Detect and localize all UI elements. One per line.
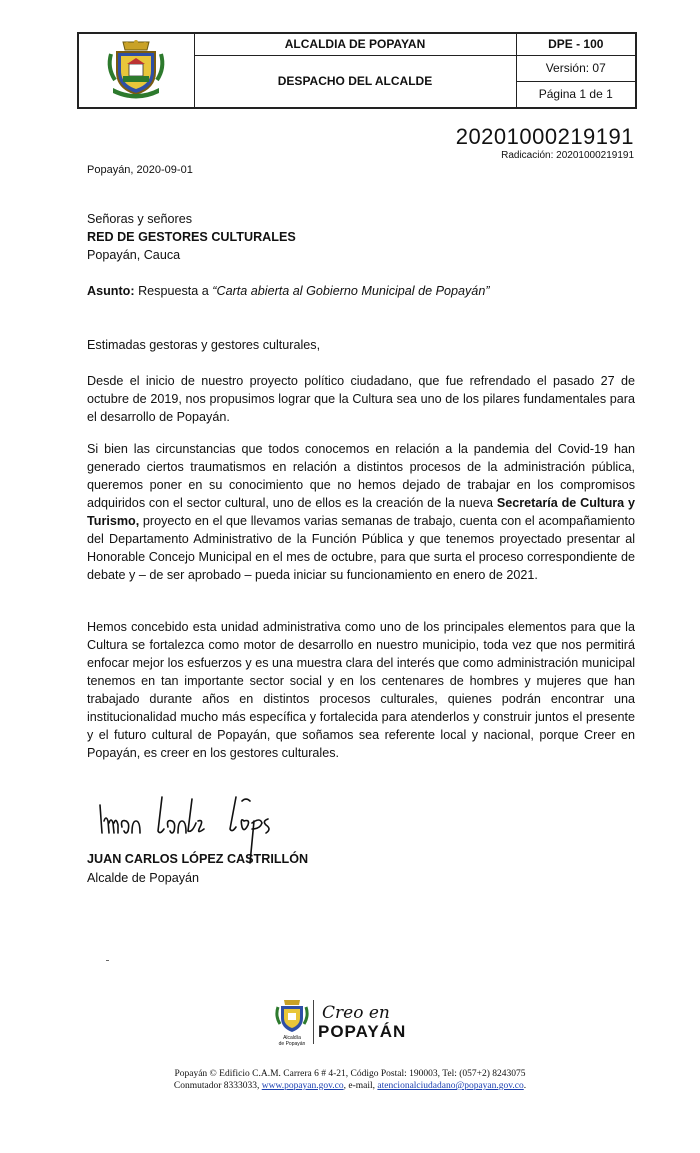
- footer-address: Popayán © Edificio C.A.M. Carrera 6 # 4-21, Código Postal: 190003, Tel: (057+2) 8243075: [174, 1069, 526, 1079]
- paragraph-2-start: Si bien las circunstancias que todos conocemos en relación a la pandemia del Covid-19 han generado ciertos traumatismos en relación a distintos procesos de la administración pública, queremos poner en su conocimiento que no hemos dejado de trabajar en los compromisos adquiridos con el sector cultural, uno de ellos es la creación de la nueva: [87, 442, 635, 510]
- footer-end: .: [523, 1081, 527, 1091]
- filing-label: Radicación: 20201000219191: [501, 150, 634, 161]
- subject-prefix: Respuesta a: [138, 284, 209, 298]
- recipient-salutation: Señoras y señores: [87, 212, 193, 226]
- footer-logo-caption-line-2: de Popayán: [278, 1041, 306, 1047]
- date-line: Popayán, 2020-09-01: [87, 164, 193, 176]
- subject-line: [87, 282, 635, 300]
- paragraph-3: Hemos concebido esta unidad administrativa como uno de los principales elementos para que la Cultura se fortalezca como motor de desarrollo en nuestro municipio, toda vez que nos permitirá enfocar mejor los esfuerzos y es una muestra clara del interés que como administración municipal tenemos en tan importante sector social y en los centenares de hombres y mujeres que han trabajado durante años en distintos procesos culturales, quienes podrán encontrar una institucionalidad mucho más específica y fortalecida para atenderlos y construir juntos el presente y el futuro cultural de Popayán, que soñamos sea referente local y nacional, porque Creer en Popayán, es creer en los gestores culturales.: [87, 620, 635, 760]
- filing-number: 20201000219191: [455, 124, 634, 149]
- recipient-name: RED DE GESTORES CULTURALES: [87, 230, 296, 244]
- greeting: Estimadas gestoras y gestores culturales,: [87, 338, 321, 352]
- coat-of-arms-logo-cell: [78, 33, 194, 108]
- footer-divider: [313, 1000, 314, 1044]
- document-version: Versión: 07: [516, 55, 636, 81]
- document-code: DPE - 100: [516, 33, 636, 55]
- footer-contact: [0, 1080, 700, 1092]
- paragraph-1: Desde el inicio de nuestro proyecto político ciudadano, que fue refrendado el pasado 27 de octubre de 2019, nos propusimos lograr que la Cultura sea uno de los pilares fundamentales para el desarrollo de Popayán.: [87, 374, 635, 424]
- footer-email-label: , e-mail,: [343, 1081, 376, 1091]
- paragraph-2-end: proyecto en el que llevamos varias semanas de trabajo, cuenta con el acompañamiento del Departamento Administrativo de la Función Pública y que tenemos proyectado presentar al Honorable Concejo Municipal en el mes de octubre, para que surta el proceso correspondiente de debate y – de ser aprobado – pueda iniciar su funcionamiento en enero de 2021.: [87, 514, 635, 582]
- stray-mark: [106, 960, 109, 961]
- page-count: Página 1 de 1: [516, 81, 636, 108]
- footer-website-link[interactable]: www.popayan.gov.co: [261, 1081, 344, 1091]
- signer-role: Alcalde de Popayán: [87, 871, 200, 885]
- department-name: DESPACHO DEL ALCALDE: [194, 55, 516, 108]
- footer-email-link[interactable]: atencionalciudadano@popayan.gov.co: [377, 1081, 524, 1091]
- subject-quote: “Carta abierta al Gobierno Municipal de Popayán”: [212, 284, 490, 298]
- coat-of-arms-icon: [103, 38, 169, 100]
- footer-logo-caption: [268, 1035, 316, 1047]
- footer-switchboard: Conmutador 8333033,: [173, 1081, 260, 1091]
- signer-name: JUAN CARLOS LÓPEZ CASTRILLÓN: [87, 852, 309, 866]
- subject-label: Asunto:: [87, 284, 135, 298]
- paragraph-2-highlight: Secretaría de Cultura y Turismo,: [87, 496, 635, 528]
- footer-slogan-top: Creo en: [322, 1003, 390, 1023]
- org-name: ALCALDIA DE POPAYAN: [194, 33, 516, 55]
- footer-logo-caption-line-1: Alcaldía: [283, 1035, 301, 1041]
- document-header: [77, 32, 637, 109]
- recipient-city: Popayán, Cauca: [87, 248, 181, 262]
- footer-slogan-bottom: POPAYÁN: [318, 1022, 407, 1041]
- paragraph-2: [87, 440, 635, 584]
